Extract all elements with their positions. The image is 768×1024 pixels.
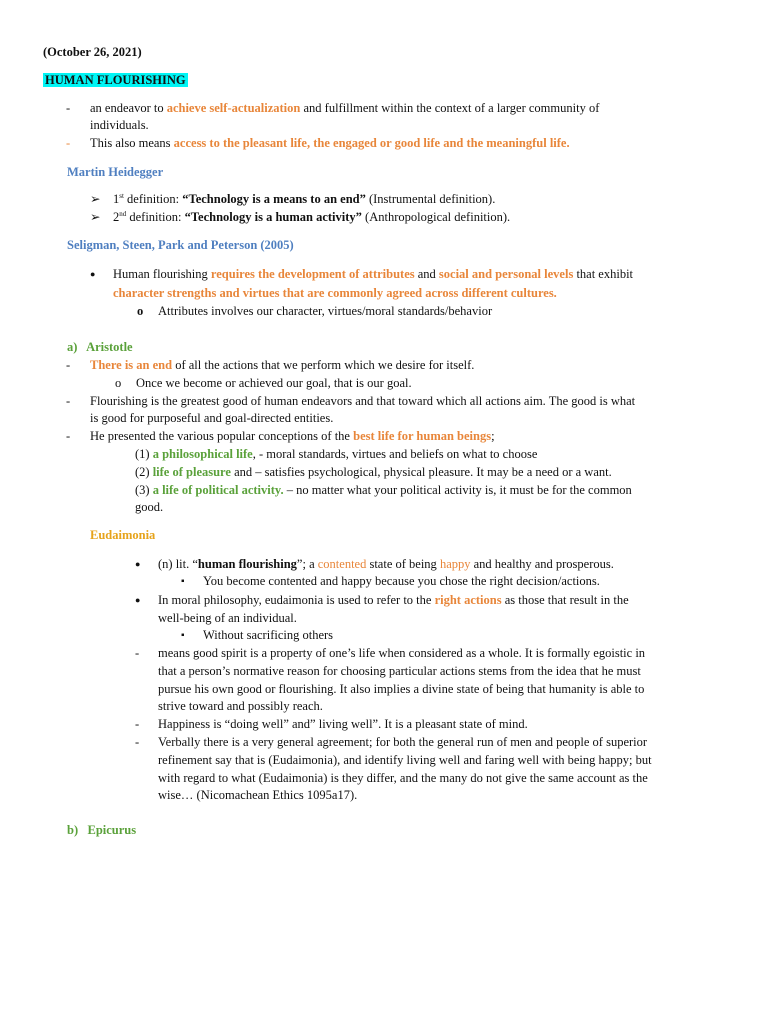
dash-bullet: - <box>66 358 71 372</box>
text: and healthy and prosperous. <box>470 557 614 571</box>
highlight-text: a life of political activity. <box>152 483 284 497</box>
highlight-text: best life for human beings <box>353 429 492 443</box>
text: as those that result in the <box>501 593 629 607</box>
arrow-bullet-icon: ➢ <box>90 210 101 224</box>
text: – no matter what your political activity is, it must be for the common <box>283 483 632 497</box>
text: of all the actions that we perform which we desire for itself. <box>172 358 475 372</box>
text: 1 <box>113 192 120 206</box>
highlight-text: requires the development of attributes <box>210 267 415 281</box>
intro-line-1 <box>90 100 599 117</box>
dash-bullet: - <box>66 429 71 443</box>
aristotle-line-3 <box>90 428 495 445</box>
square-bullet: ▪ <box>181 630 185 641</box>
aristotle-line-1 <box>90 357 474 374</box>
dash-bullet: - <box>135 735 140 749</box>
seligman-sub: Attributes involves our character, virtues/moral standards/behavior <box>158 304 493 318</box>
conception-3 <box>135 482 632 499</box>
conception-3-cont: good. <box>135 500 164 514</box>
text: definition: <box>123 192 183 206</box>
aristotle-line-2b: is good for purposeful and goal-directed entities. <box>90 411 334 425</box>
section-title-aristotle: a) Aristotle <box>67 340 133 354</box>
superscript: st <box>119 191 124 200</box>
date: (October 26, 2021) <box>43 45 142 59</box>
conception-1 <box>135 446 537 463</box>
dot-bullet: ● <box>90 269 96 279</box>
dash-bullet: - <box>66 394 71 408</box>
highlight-text: access to the pleasant life, the engaged or good life and the meaningful life. <box>173 136 570 150</box>
text: Human flourishing <box>113 267 211 281</box>
highlight-text: a philosophical life <box>152 447 253 461</box>
highlight-text: life of pleasure <box>152 465 231 479</box>
quote: “Technology is a human activity” <box>184 210 362 224</box>
dash-bullet: - <box>66 136 71 150</box>
heidegger-def-2 <box>113 209 510 226</box>
heading-wrap <box>43 72 188 89</box>
circle-bullet: o <box>137 304 144 318</box>
dash-bullet: - <box>135 646 140 660</box>
text: (1) <box>135 447 153 461</box>
dot-bullet: ● <box>135 595 141 605</box>
arrow-bullet-icon: ➢ <box>90 192 101 206</box>
eudaimonia-point-3-line: pursue his own good or flourishing. It also implies a divine state of being that humanity is able to <box>158 682 645 696</box>
dash-bullet: - <box>135 717 140 731</box>
heidegger-def-1 <box>113 191 495 208</box>
eudaimonia-point-5-line: Verbally there is a very general agreement; for both the general run of men and people of superior <box>158 735 648 749</box>
eudaimonia-point-3-line: means good spirit is a property of one’s life when considered as a whole. It is formally egoistic in <box>158 646 646 660</box>
text: (Instrumental definition). <box>365 192 496 206</box>
text: ”; a <box>296 557 318 571</box>
quote: “Technology is a means to an end” <box>182 192 366 206</box>
highlight-text: achieve self-actualization <box>166 101 301 115</box>
dash-bullet: - <box>66 101 71 115</box>
highlight-text: happy <box>439 557 471 571</box>
section-title-seligman: Seligman, Steen, Park and Peterson (2005) <box>67 238 294 252</box>
eudaimonia-point-2 <box>158 592 629 609</box>
superscript: nd <box>119 209 127 218</box>
eudaimonia-point-4: Happiness is “doing well” and” living well”. It is a pleasant state of mind. <box>158 717 528 731</box>
text: ; <box>491 429 495 443</box>
text: 2 <box>113 210 120 224</box>
eudaimonia-point-5-line: with regard to what (Eudaimonia) is they differ, and the many do not give the same account as the <box>158 771 648 785</box>
conception-2 <box>135 464 612 481</box>
text: and – satisfies psychological, physical pleasure. It may be a need or a want. <box>230 465 612 479</box>
text: state of being <box>366 557 440 571</box>
aristotle-line-2a: Flourishing is the greatest good of human endeavors and that toward which all actions aim. The good is what <box>90 394 636 408</box>
eudaimonia-point-1 <box>158 556 614 573</box>
seligman-line-2: character strengths and virtues that are commonly agreed across different cultures. <box>113 286 557 300</box>
intro-line-3 <box>90 135 570 152</box>
circle-bullet: o <box>115 376 122 390</box>
highlight-text: There is an end <box>90 358 173 372</box>
section-title-eudaimonia: Eudaimonia <box>90 528 156 542</box>
square-bullet: ▪ <box>181 576 185 587</box>
text: (n) lit. “ <box>158 557 198 571</box>
eudaimonia-point-2-sub: Without sacrificing others <box>203 628 334 642</box>
heading: HUMAN FLOURISHING <box>45 73 186 87</box>
dot-bullet: ● <box>135 559 141 569</box>
text: This also means <box>90 136 174 150</box>
eudaimonia-point-1-sub: You become contented and happy because you chose the right decision/actions. <box>203 574 600 588</box>
eudaimonia-point-5-line: refinement say that is (Eudaimonia), and identify living well and faring well with being happy; but <box>158 753 652 767</box>
text: definition: <box>126 210 185 224</box>
intro-line-2: individuals. <box>90 118 149 132</box>
text: In moral philosophy, eudaimonia is used to refer to the <box>158 593 435 607</box>
eudaimonia-point-2-cont: well-being of an individual. <box>158 611 297 625</box>
aristotle-line-1-sub: Once we become or achieved our goal, that is our goal. <box>136 376 412 390</box>
text: and fulfillment within the context of a larger community of <box>300 101 600 115</box>
text: that exhibit <box>573 267 634 281</box>
bold-text: human flourishing <box>197 557 297 571</box>
text: , - moral standards, virtues and beliefs on what to choose <box>252 447 538 461</box>
highlight-text: social and personal levels <box>438 267 574 281</box>
eudaimonia-point-5-line: wise… (Nicomachean Ethics 1095a17). <box>158 788 358 802</box>
highlight-text: contented <box>317 557 367 571</box>
text: and <box>414 267 439 281</box>
eudaimonia-point-3-line: strive toward and possibly reach. <box>158 699 323 713</box>
section-title-heidegger: Martin Heidegger <box>67 165 164 179</box>
text: (Anthropological definition). <box>361 210 511 224</box>
section-title-epicurus: b) Epicurus <box>67 823 137 837</box>
text: He presented the various popular conceptions of the <box>90 429 354 443</box>
eudaimonia-point-3-line: that a person’s normative reason for choosing particular actions stems from the idea that he must <box>158 664 641 678</box>
text: an endeavor to <box>90 101 167 115</box>
highlight-text: right actions <box>434 593 502 607</box>
seligman-line-1 <box>113 266 633 283</box>
text: (3) <box>135 483 153 497</box>
text: (2) <box>135 465 153 479</box>
